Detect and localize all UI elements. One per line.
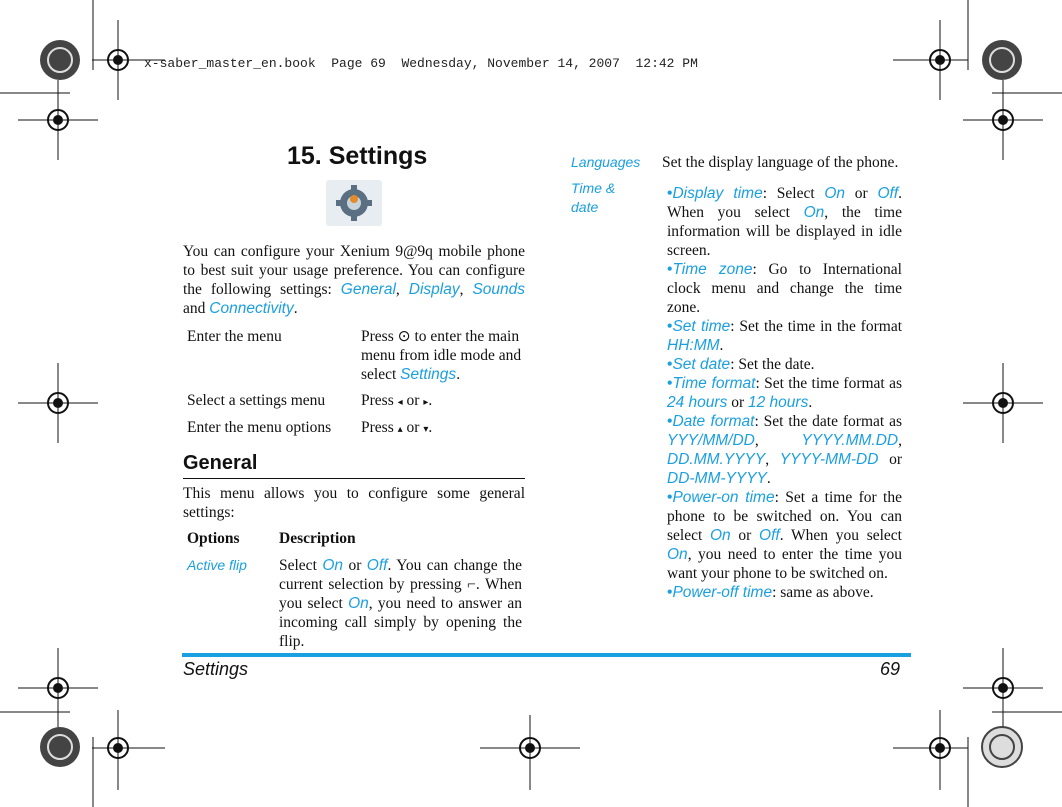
nav-row-1-label: Enter the menu	[187, 328, 282, 345]
nav-row-3-post: .	[428, 419, 433, 436]
nav-row-3-pre: Press	[361, 419, 398, 436]
bullet-dot-icon: •	[667, 489, 673, 506]
bullet-dot-icon: •	[667, 584, 673, 601]
footer-page-number: 69	[880, 659, 901, 679]
b6-f1: YYY/MM/DD	[667, 432, 755, 449]
nav-row-2-mid: or	[402, 392, 424, 409]
left-key-icon: ◂	[397, 397, 403, 408]
b5-t2: .	[808, 394, 813, 411]
af-on: On	[322, 557, 343, 574]
footer-rule	[182, 653, 911, 657]
intro-connectivity: Connectivity	[209, 300, 294, 317]
book-header-strip: x-saber_master_en.book Page 69 Wednesday, November 14, 2007 12:42 PM	[144, 56, 698, 71]
b1-hl: Display time	[672, 185, 763, 202]
nav-row-3-desc	[361, 418, 432, 439]
b3-hl: Set time	[672, 318, 731, 335]
b4-hl: Set date	[672, 356, 731, 373]
b7-t1: : Set a time for the phone to be switched on. You can select	[667, 489, 902, 544]
intro-sep2: ,	[459, 281, 473, 298]
b7-t2: . When you select	[779, 527, 902, 544]
b3-t2: .	[719, 337, 724, 354]
ok-key-icon: ⊙	[397, 328, 411, 345]
nav-row-1-mid: to enter the main menu from idle mode and select	[361, 328, 522, 383]
b7-or: or	[730, 527, 760, 544]
general-intro: This menu allows you to configure some general settings:	[183, 485, 525, 521]
down-key-icon: ▾	[423, 424, 429, 435]
general-underline	[183, 478, 525, 479]
b6-t2: .	[766, 470, 771, 487]
af-off: Off	[366, 557, 388, 574]
general-heading: General	[183, 452, 258, 474]
footer-section: Settings	[183, 659, 249, 679]
b7-on: On	[710, 527, 731, 544]
bullet-date-format	[667, 412, 902, 488]
intro-end: .	[293, 300, 298, 317]
description-col-header: Description	[279, 530, 356, 547]
bullet-power-on-time	[667, 488, 902, 583]
af-p4: , you need to answer an incoming call simply by opening the flip.	[279, 595, 523, 650]
bullet-dot-icon: •	[667, 356, 673, 373]
bullet-display-time	[667, 184, 902, 260]
bullet-time-zone	[667, 260, 902, 317]
languages-desc: Set the display language of the phone.	[662, 154, 899, 171]
af-or: or	[343, 557, 367, 574]
active-flip-desc	[279, 556, 522, 651]
nav-row-2-desc	[361, 391, 432, 412]
intro-text: You can configure your Xenium 9@9q mobile phone to best suit your usage preference. You can configure the following settings:	[183, 243, 525, 298]
options-col-header: Options	[187, 530, 240, 547]
intro-sep1: ,	[395, 281, 409, 298]
bullet-dot-icon: •	[667, 375, 673, 392]
nav-row-3-mid: or	[402, 419, 424, 436]
languages-option: Languages	[571, 154, 641, 170]
b8-t1: : same as above.	[772, 584, 874, 601]
b6-f4: YYYY-MM-DD	[779, 451, 879, 468]
b4-t1: : Set the date.	[730, 356, 815, 373]
bullet-dot-icon: •	[667, 261, 673, 278]
settings-gear-icon-graphic	[326, 180, 382, 226]
b7-t3: , you need to enter the time you want your phone to be switched on.	[667, 546, 902, 582]
b6-c2: ,	[898, 432, 902, 449]
intro-sounds: Sounds	[472, 281, 526, 298]
b1-t1: : Select	[762, 185, 825, 202]
b8-hl: Power-off time	[672, 584, 773, 601]
nav-row-2-pre: Press	[361, 392, 398, 409]
b1-t2: . When you select	[667, 185, 902, 221]
b6-f3: DD.MM.YYYY	[667, 451, 766, 468]
settings-gear-icon	[326, 180, 382, 226]
b1-t3: , the time information will be displayed in idle screen.	[667, 204, 902, 259]
b5-or: or	[727, 394, 748, 411]
b5-hl: Time format	[672, 375, 756, 392]
b7-on2: On	[667, 546, 688, 563]
bullet-dot-icon: •	[667, 185, 673, 202]
b6-t1: : Set the date format as	[754, 413, 902, 430]
bullet-dot-icon: •	[667, 413, 673, 430]
b1-or: or	[845, 185, 878, 202]
b6-f2: YYYY.MM.DD	[801, 432, 899, 449]
bullet-time-format	[667, 374, 902, 412]
softkey-icon: ⌐	[467, 576, 476, 593]
bullet-power-off-time	[667, 583, 902, 602]
time-date-option: Time & date	[571, 180, 616, 215]
af-p2: . You can change the current selection by pressing	[279, 557, 522, 593]
right-key-icon: ▸	[423, 397, 429, 408]
b1-on: On	[824, 185, 846, 202]
bullet-set-date	[667, 355, 902, 374]
af-p1: Select	[279, 557, 323, 574]
bullet-set-time	[667, 317, 902, 355]
nav-row-2-post: .	[428, 392, 433, 409]
b5-t1: : Set the time format as	[755, 375, 902, 392]
b2-t1: : Go to International clock menu and change the time zone.	[667, 261, 902, 316]
b2-hl: Time zone	[672, 261, 753, 278]
b6-or: or	[878, 451, 902, 468]
b6-c1: ,	[754, 432, 802, 449]
up-key-icon: ▴	[397, 424, 403, 435]
b3-fmt: HH:MM	[667, 337, 720, 354]
b1-on2: On	[803, 204, 825, 221]
b6-c3: ,	[765, 451, 780, 468]
b7-off: Off	[759, 527, 780, 544]
b1-off: Off	[877, 185, 899, 202]
af-on2: On	[348, 595, 369, 612]
af-p3: . When you select	[279, 576, 522, 612]
b3-t1: : Set the time in the format	[730, 318, 903, 335]
b6-hl: Date format	[672, 413, 755, 430]
intro-and: and	[183, 300, 210, 317]
nav-row-3-label: Enter the menu options	[187, 419, 332, 436]
intro-paragraph	[183, 242, 525, 318]
nav-row-2-label: Select a settings menu	[187, 392, 326, 409]
nav-row-1-post: .	[456, 366, 461, 383]
intro-display: Display	[408, 281, 460, 298]
active-flip-option: Active flip	[187, 557, 247, 573]
b5-f2: 12 hours	[748, 394, 809, 411]
b7-hl: Power-on time	[672, 489, 775, 506]
nav-row-1-desc	[361, 327, 525, 384]
bullet-dot-icon: •	[667, 318, 673, 335]
nav-row-1-pre: Press	[361, 328, 398, 345]
b5-f1: 24 hours	[667, 394, 728, 411]
intro-general: General	[340, 281, 396, 298]
nav-row-1-settings: Settings	[400, 366, 457, 383]
time-date-bullets	[667, 184, 902, 602]
b6-f5: DD-MM-YYYY	[667, 470, 767, 487]
page-title: 15. Settings	[287, 142, 428, 170]
